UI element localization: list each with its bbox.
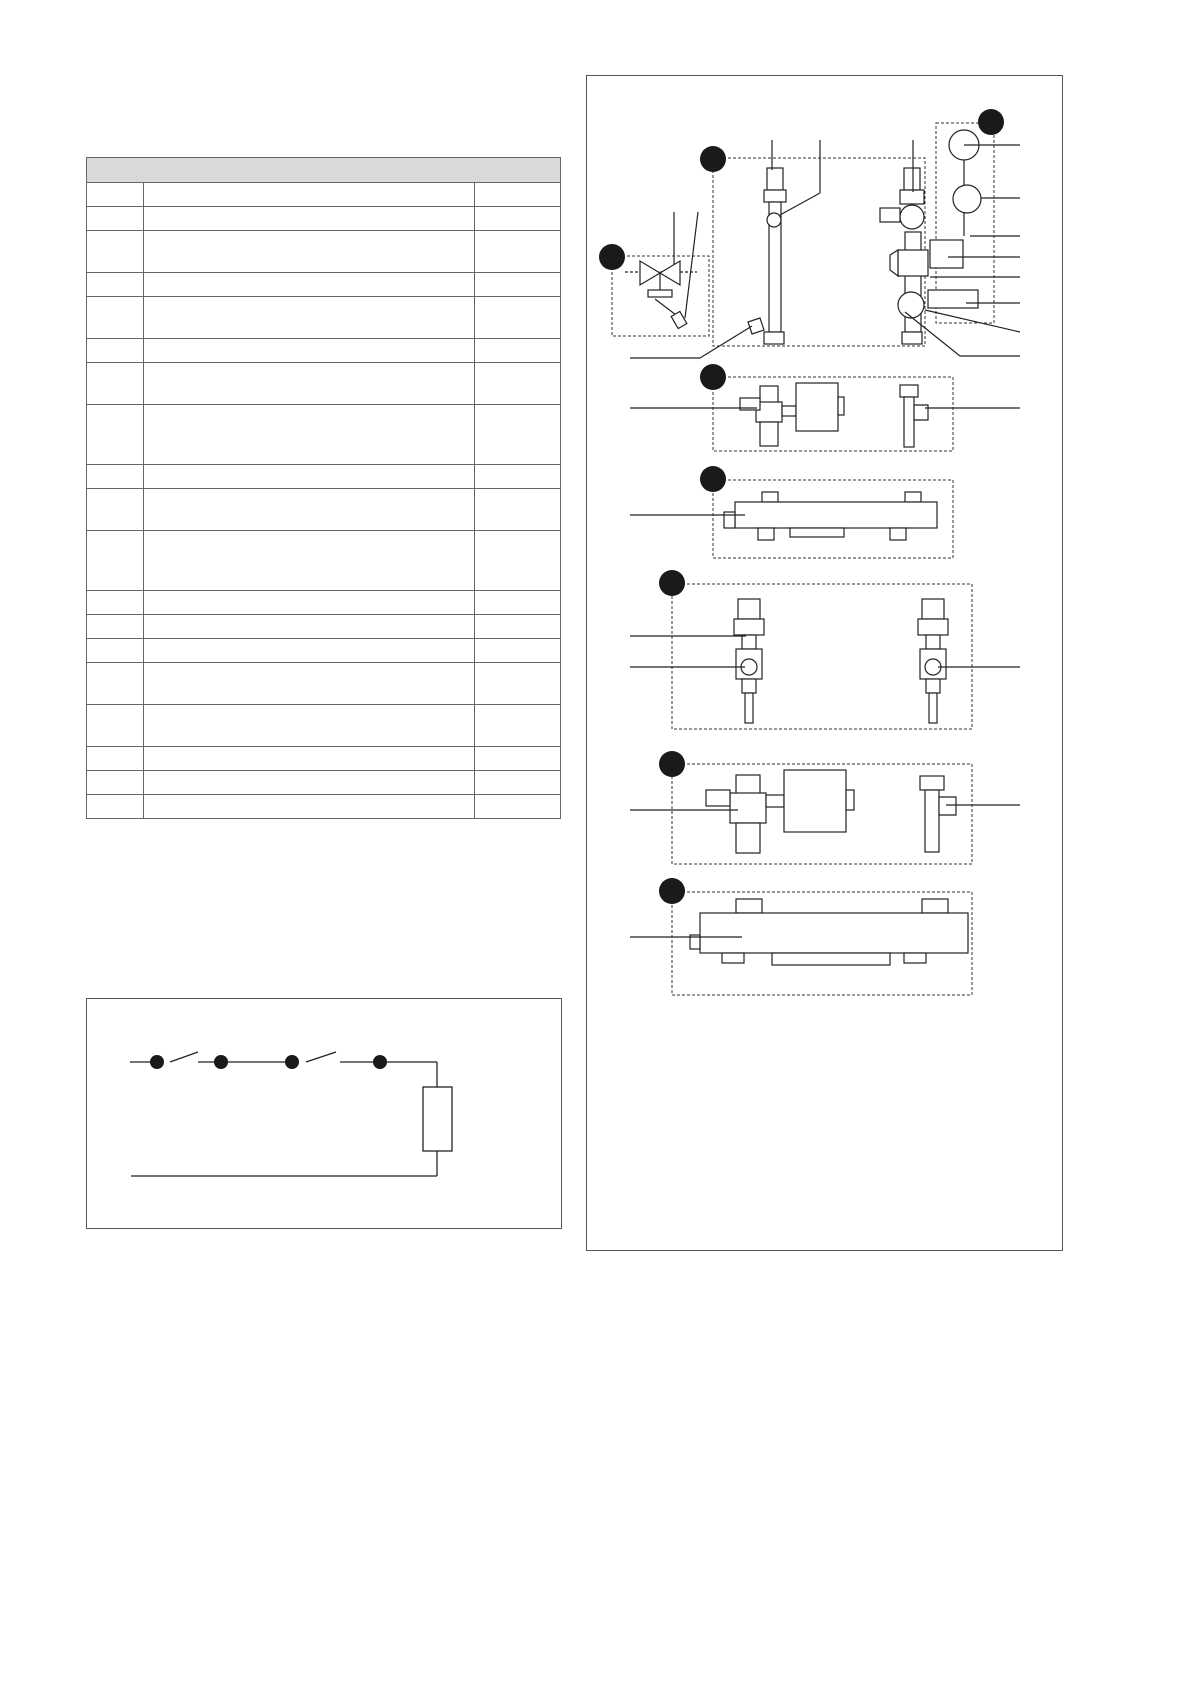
table-cell — [474, 489, 560, 531]
table-row — [87, 795, 561, 819]
table-cell — [144, 795, 475, 819]
table-cell — [87, 747, 144, 771]
table-cell — [474, 231, 560, 273]
table-cell — [144, 363, 475, 405]
parts-table-header — [87, 158, 561, 183]
table-cell — [87, 591, 144, 615]
table-cell — [474, 747, 560, 771]
table-cell — [87, 183, 144, 207]
table-cell — [474, 663, 560, 705]
table-cell — [87, 231, 144, 273]
table-cell — [144, 591, 475, 615]
table-row — [87, 615, 561, 639]
table-cell — [87, 339, 144, 363]
table-cell — [87, 795, 144, 819]
table-cell — [474, 639, 560, 663]
table-row — [87, 339, 561, 363]
table-cell — [87, 297, 144, 339]
table-cell — [144, 531, 475, 591]
table-row — [87, 639, 561, 663]
table-cell — [87, 771, 144, 795]
table-row — [87, 705, 561, 747]
table-row — [87, 591, 561, 615]
table-row — [87, 531, 561, 591]
table-cell — [87, 207, 144, 231]
table-cell — [87, 273, 144, 297]
parts-table — [86, 157, 561, 819]
table-cell — [474, 615, 560, 639]
table-row — [87, 231, 561, 273]
table-row — [87, 297, 561, 339]
table-cell — [144, 183, 475, 207]
table-row — [87, 771, 561, 795]
table-row — [87, 207, 561, 231]
table-cell — [474, 339, 560, 363]
table-cell — [144, 489, 475, 531]
table-cell — [144, 231, 475, 273]
table-cell — [87, 489, 144, 531]
table-cell — [87, 705, 144, 747]
table-cell — [144, 771, 475, 795]
table-cell — [144, 747, 475, 771]
table-cell — [474, 405, 560, 465]
table-cell — [87, 363, 144, 405]
table-cell — [474, 531, 560, 591]
header-cell — [87, 158, 561, 183]
table-cell — [144, 465, 475, 489]
table-cell — [144, 615, 475, 639]
table-row — [87, 183, 561, 207]
table-cell — [144, 297, 475, 339]
parts-table-body — [87, 183, 561, 819]
table-cell — [144, 663, 475, 705]
table-cell — [87, 465, 144, 489]
table-cell — [474, 591, 560, 615]
table-cell — [87, 531, 144, 591]
components-figure-frame — [586, 75, 1063, 1251]
table-row — [87, 465, 561, 489]
table-cell — [87, 615, 144, 639]
table-cell — [144, 273, 475, 297]
table-row — [87, 363, 561, 405]
table-cell — [474, 771, 560, 795]
table-cell — [144, 207, 475, 231]
table-cell — [474, 207, 560, 231]
table-cell — [474, 705, 560, 747]
table-cell — [474, 363, 560, 405]
table-cell — [87, 639, 144, 663]
table-cell — [144, 705, 475, 747]
table-cell — [474, 297, 560, 339]
table-cell — [474, 273, 560, 297]
table-cell — [144, 639, 475, 663]
table-cell — [474, 795, 560, 819]
table-cell — [474, 465, 560, 489]
table-cell — [87, 405, 144, 465]
table-cell — [144, 405, 475, 465]
table-row — [87, 489, 561, 531]
table-row — [87, 273, 561, 297]
table-cell — [474, 183, 560, 207]
table-row — [87, 747, 561, 771]
table-row — [87, 405, 561, 465]
wiring-diagram-frame — [86, 998, 562, 1229]
table-cell — [87, 663, 144, 705]
table-row — [87, 663, 561, 705]
table-cell — [144, 339, 475, 363]
